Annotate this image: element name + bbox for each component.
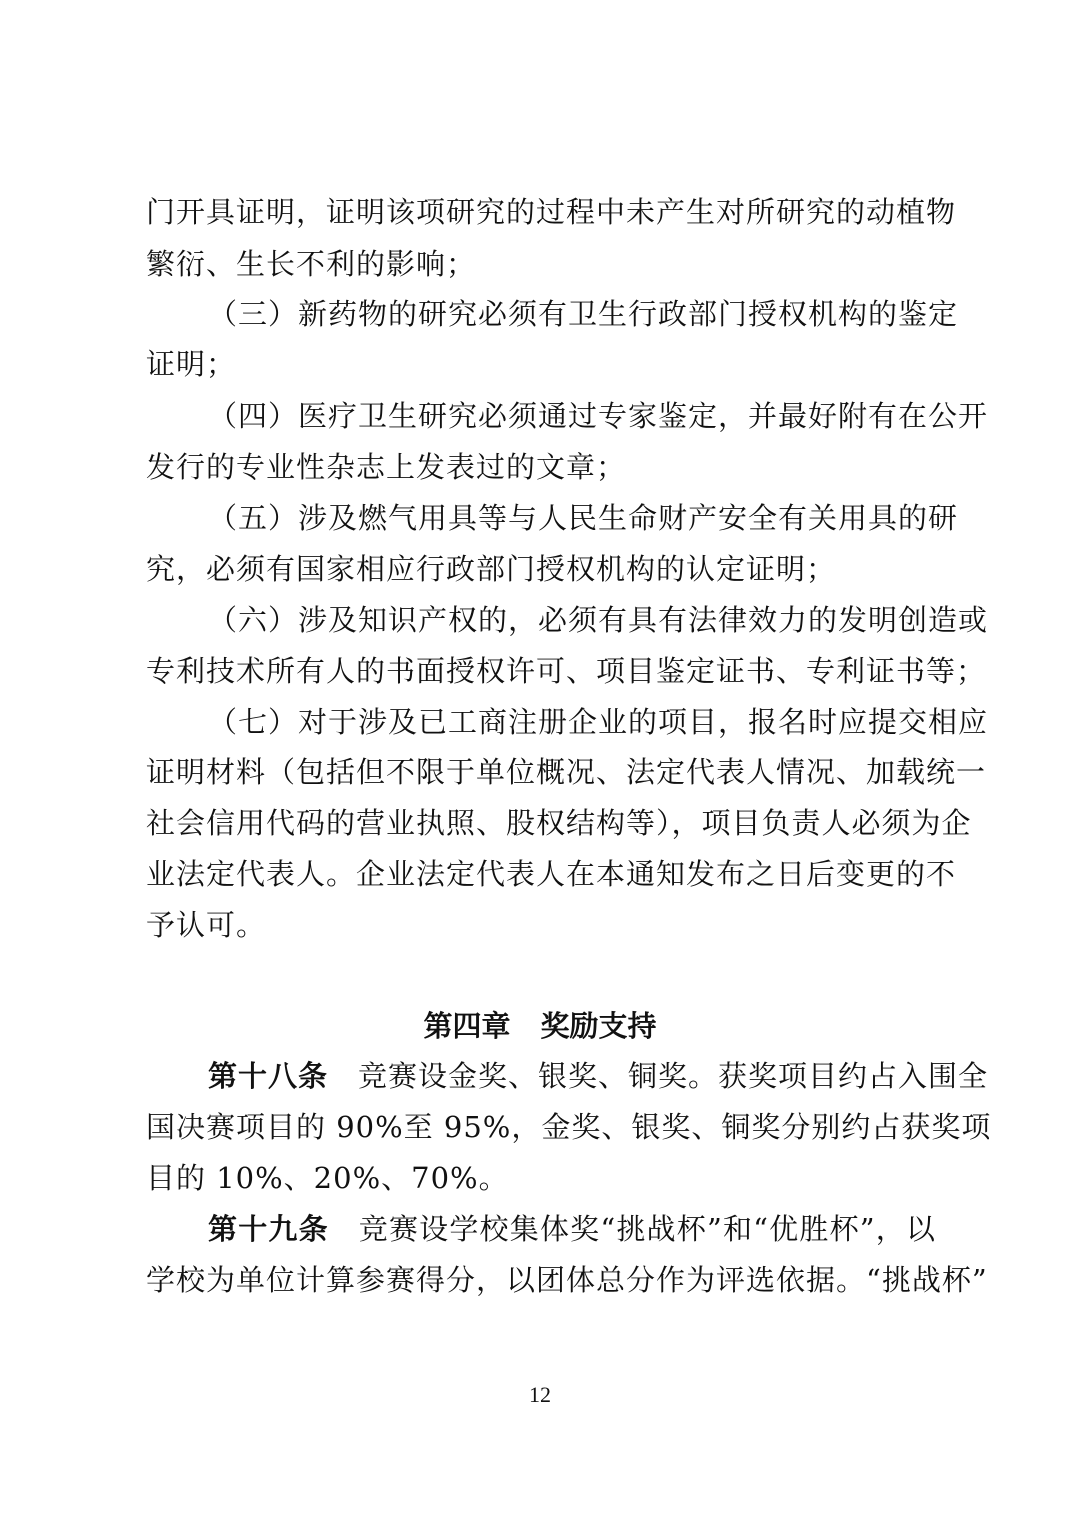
text-line: 发行的专业性杂志上发表过的文章； [146, 450, 627, 484]
text-line: （七）对于涉及已工商注册企业的项目，报名时应提交相应 [208, 705, 989, 739]
chapter-heading [0, 1000, 1080, 1052]
text-line: （四）医疗卫生研究必须通过专家鉴定，并最好附有在公开 [208, 399, 989, 433]
article-18-heading: 第十八条 [208, 1059, 329, 1093]
article-19-text: 竞赛设学校集体奖“挑战杯”和“优胜杯”，以 [358, 1212, 936, 1246]
text-line: 繁衍、生长不利的影响； [146, 247, 477, 281]
text-line: 社会信用代码的营业执照、股权结构等），项目负责人必须为企 [146, 806, 972, 840]
text-line: 证明材料（包括但不限于单位概况、法定代表人情况、加载统一 [146, 755, 987, 789]
text-line: 证明； [146, 347, 237, 381]
text-line: 学校为单位计算参赛得分，以团体总分作为评选依据。“挑战杯” [146, 1263, 988, 1297]
text-line: 目的 10%、20%、70%。 [146, 1161, 509, 1195]
text-line: （五）涉及燃气用具等与人民生命财产安全有关用具的研 [208, 501, 959, 535]
text-line: 业法定代表人。企业法定代表人在本通知发布之日后变更的不 [146, 857, 957, 891]
text-line: 专利技术所有人的书面授权许可、项目鉴定证书、专利证书等； [146, 654, 987, 688]
text-line: （三）新药物的研究必须有卫生行政部门授权机构的鉴定 [208, 297, 959, 331]
page-number: 12 [529, 1382, 551, 1407]
article-18-text: 竞赛设金奖、银奖、铜奖。获奖项目约占入围全 [358, 1059, 989, 1093]
article-19-line-1 [208, 1203, 936, 1255]
text-line: 究，必须有国家相应行政部门授权机构的认定证明； [146, 552, 837, 586]
text-line: 门开具证明，证明该项研究的过程中未产生对所研究的动植物 [146, 195, 957, 229]
chapter-title: 奖励支持 [540, 1009, 657, 1043]
text-line: （六）涉及知识产权的，必须有具有法律效力的发明创造或 [208, 603, 989, 637]
article-18-line-1 [208, 1050, 989, 1102]
article-19-heading: 第十九条 [208, 1212, 329, 1246]
text-line: 国决赛项目的 90%至 95%，金奖、银奖、铜奖分别约占获奖项 [146, 1110, 992, 1144]
text-line: 予认可。 [146, 908, 267, 942]
chapter-number: 第四章 [423, 1009, 511, 1043]
